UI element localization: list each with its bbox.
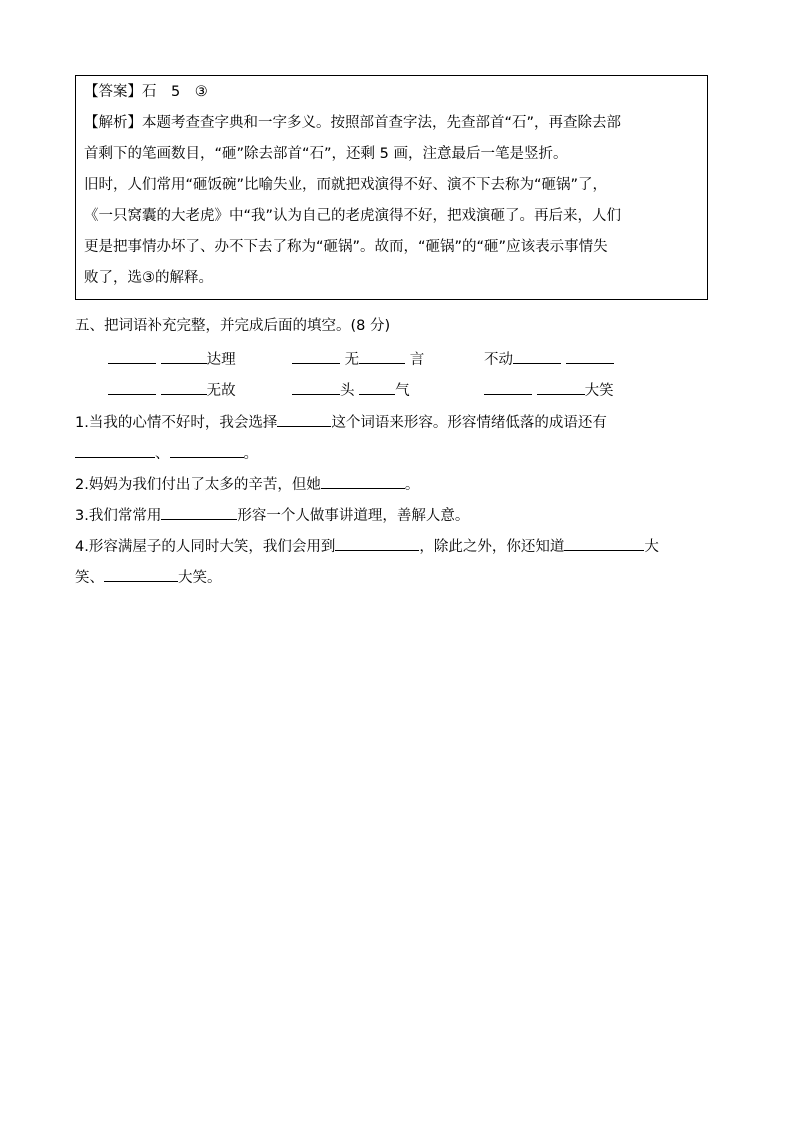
question-1: 1.当我的心情不好时，我会选择 这个词语来形容。形容情绪低落的成语还有: [75, 410, 607, 433]
word-fill-3: 不动: [484, 347, 614, 370]
blank[interactable]: [564, 534, 644, 551]
question-3: 3.我们常常用 形容一个人做事讲道理，善解人意。: [75, 503, 469, 526]
blank[interactable]: [108, 378, 156, 395]
answer-box: [75, 75, 708, 300]
question-2: 2.妈妈为我们付出了太多的辛苦，但她 。: [75, 472, 419, 495]
blank[interactable]: [537, 378, 585, 395]
answer-label: 【答案】: [84, 84, 142, 100]
blank[interactable]: [277, 410, 331, 427]
answer-value: 石 5 ③: [142, 84, 208, 100]
analysis-line-3: 旧时，人们常用“砸饭碗”比喻失业，而就把戏演得不好、演不下去称为“砸锅”了，: [84, 177, 608, 193]
blank[interactable]: [108, 347, 156, 364]
blank[interactable]: [170, 441, 244, 458]
analysis-line-6: 败了，选③的解释。: [84, 270, 213, 286]
word-fill-2: 无 言: [292, 347, 424, 370]
word-fill-5: 头 气: [292, 378, 410, 401]
question-4-continued: 笑、 大笑。: [75, 565, 222, 588]
blank[interactable]: [484, 378, 532, 395]
blank[interactable]: [292, 347, 340, 364]
analysis-line-5: 更是把事情办坏了、办不下去了称为“砸锅”。故而，“砸锅”的“砸”应该表示事情失: [84, 239, 608, 255]
analysis-line-4: 《一只窝囊的大老虎》中“我”认为自己的老虎演得不好，把戏演砸了。再后来，人们: [84, 208, 622, 224]
word-fill-6: 大笑: [484, 378, 614, 401]
blank[interactable]: [104, 565, 178, 582]
blank[interactable]: [75, 441, 155, 458]
word-fill-1: 达理: [108, 347, 236, 370]
question-1-continued: 、 。: [75, 441, 258, 464]
word-fill-4: 无故: [108, 378, 236, 401]
blank[interactable]: [292, 378, 340, 395]
question-4: 4.形容满屋子的人同时大笑，我们会用到 ，除此之外，你还知道 大: [75, 534, 659, 557]
blank[interactable]: [359, 347, 405, 364]
blank[interactable]: [335, 534, 419, 551]
section-title: 五、把词语补充完整，并完成后面的填空。(8 分): [75, 318, 391, 334]
blank[interactable]: [161, 347, 207, 364]
analysis-line-1: 【解析】本题考查查字典和一字多义。按照部首查字法，先查部首“石”，再查除去部: [84, 115, 622, 131]
blank[interactable]: [161, 503, 237, 520]
analysis-label: 【解析】: [84, 115, 142, 131]
blank[interactable]: [359, 378, 395, 395]
blank[interactable]: [161, 378, 207, 395]
blank[interactable]: [566, 347, 614, 364]
blank[interactable]: [321, 472, 405, 489]
answer-line: [84, 82, 208, 102]
analysis-line-2: 首剩下的笔画数目，“砸”除去部首“石”，还剩 5 画，注意最后一笔是竖折。: [84, 146, 568, 162]
blank[interactable]: [513, 347, 561, 364]
